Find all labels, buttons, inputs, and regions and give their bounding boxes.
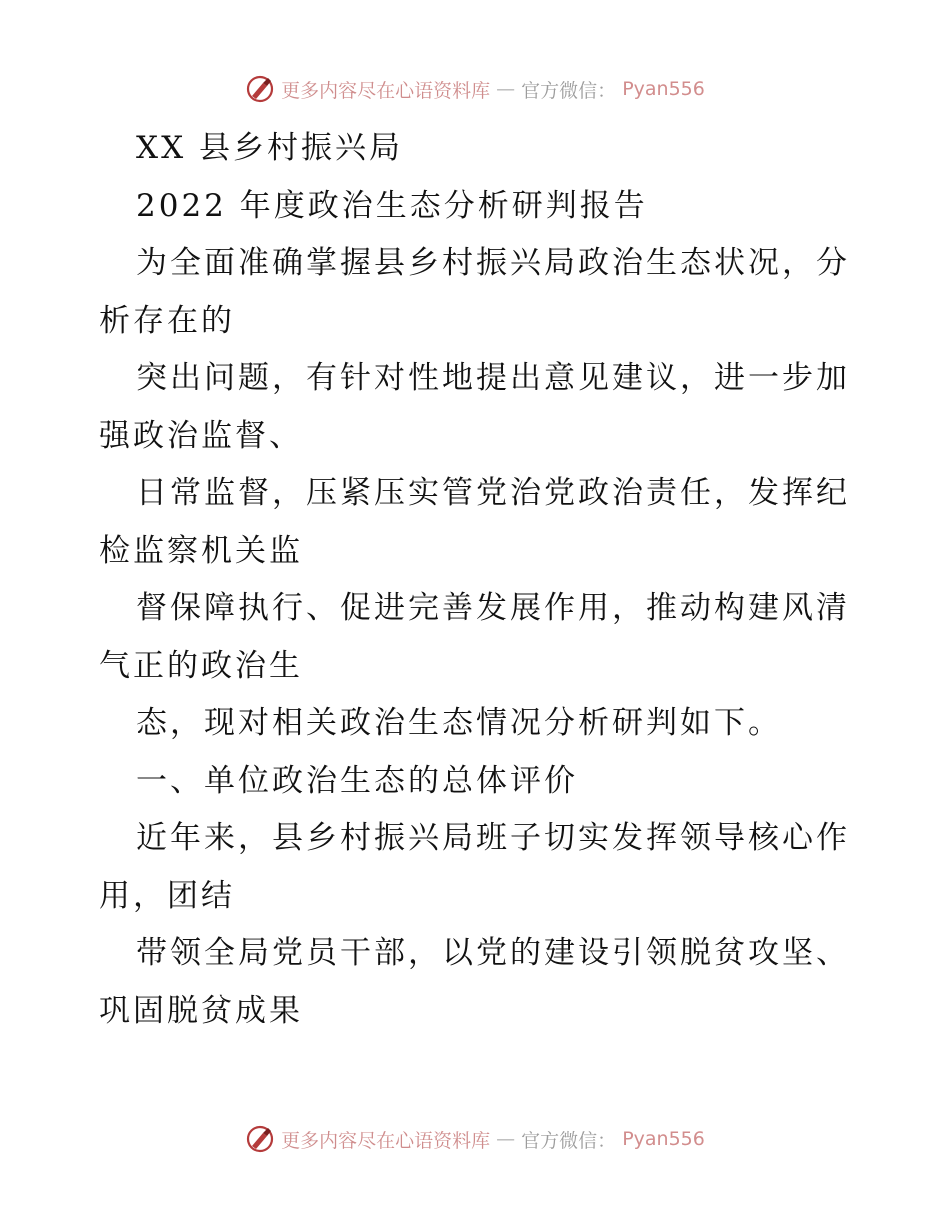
- document-line: 巩固脱贫成果: [99, 992, 303, 1029]
- document-line: 析存在的: [99, 302, 235, 339]
- pen-nib-logo-icon: [245, 1124, 275, 1154]
- document-line: 强政治监督、: [99, 417, 303, 454]
- document-line: XX 县乡村振兴局: [136, 130, 403, 166]
- watermark-label: 官方微信：: [521, 79, 617, 102]
- watermark-id: Pyan556: [622, 78, 705, 100]
- watermark-separator: —: [496, 78, 516, 100]
- header-watermark: [0, 74, 950, 104]
- pen-nib-logo-icon: [245, 74, 275, 104]
- document-line: 近年来，县乡村振兴局班子切实发挥领导核心作: [136, 820, 850, 856]
- document-line: 带领全局党员干部，以党的建设引领脱贫攻坚、: [136, 935, 850, 971]
- watermark-label: 官方微信：: [521, 1129, 617, 1152]
- document-line: 为全面准确掌握县乡村振兴局政治生态状况，分: [136, 245, 850, 281]
- document-line: 检监察机关监: [99, 532, 303, 569]
- document-line: 突出问题，有针对性地提出意见建议，进一步加: [136, 360, 850, 396]
- document-line: 态，现对相关政治生态情况分析研判如下。: [136, 705, 782, 741]
- document-line: 2022 年度政治生态分析研判报告: [136, 187, 648, 224]
- document-line: 督保障执行、促进完善发展作用，推动构建风清: [136, 590, 850, 626]
- footer-watermark: [0, 1124, 950, 1154]
- watermark-text: 更多内容尽在心语资料库: [281, 1129, 491, 1152]
- document-line: 用，团结: [99, 877, 235, 914]
- document-body: [99, 120, 859, 1040]
- document-line: 日常监督，压紧压实管党治党政治责任，发挥纪: [136, 475, 850, 511]
- document-line: 一、单位政治生态的总体评价: [136, 762, 578, 799]
- document-line: 气正的政治生: [99, 647, 303, 684]
- watermark-separator: —: [496, 1128, 516, 1150]
- watermark-id: Pyan556: [622, 1128, 705, 1150]
- watermark-text: 更多内容尽在心语资料库: [281, 79, 491, 102]
